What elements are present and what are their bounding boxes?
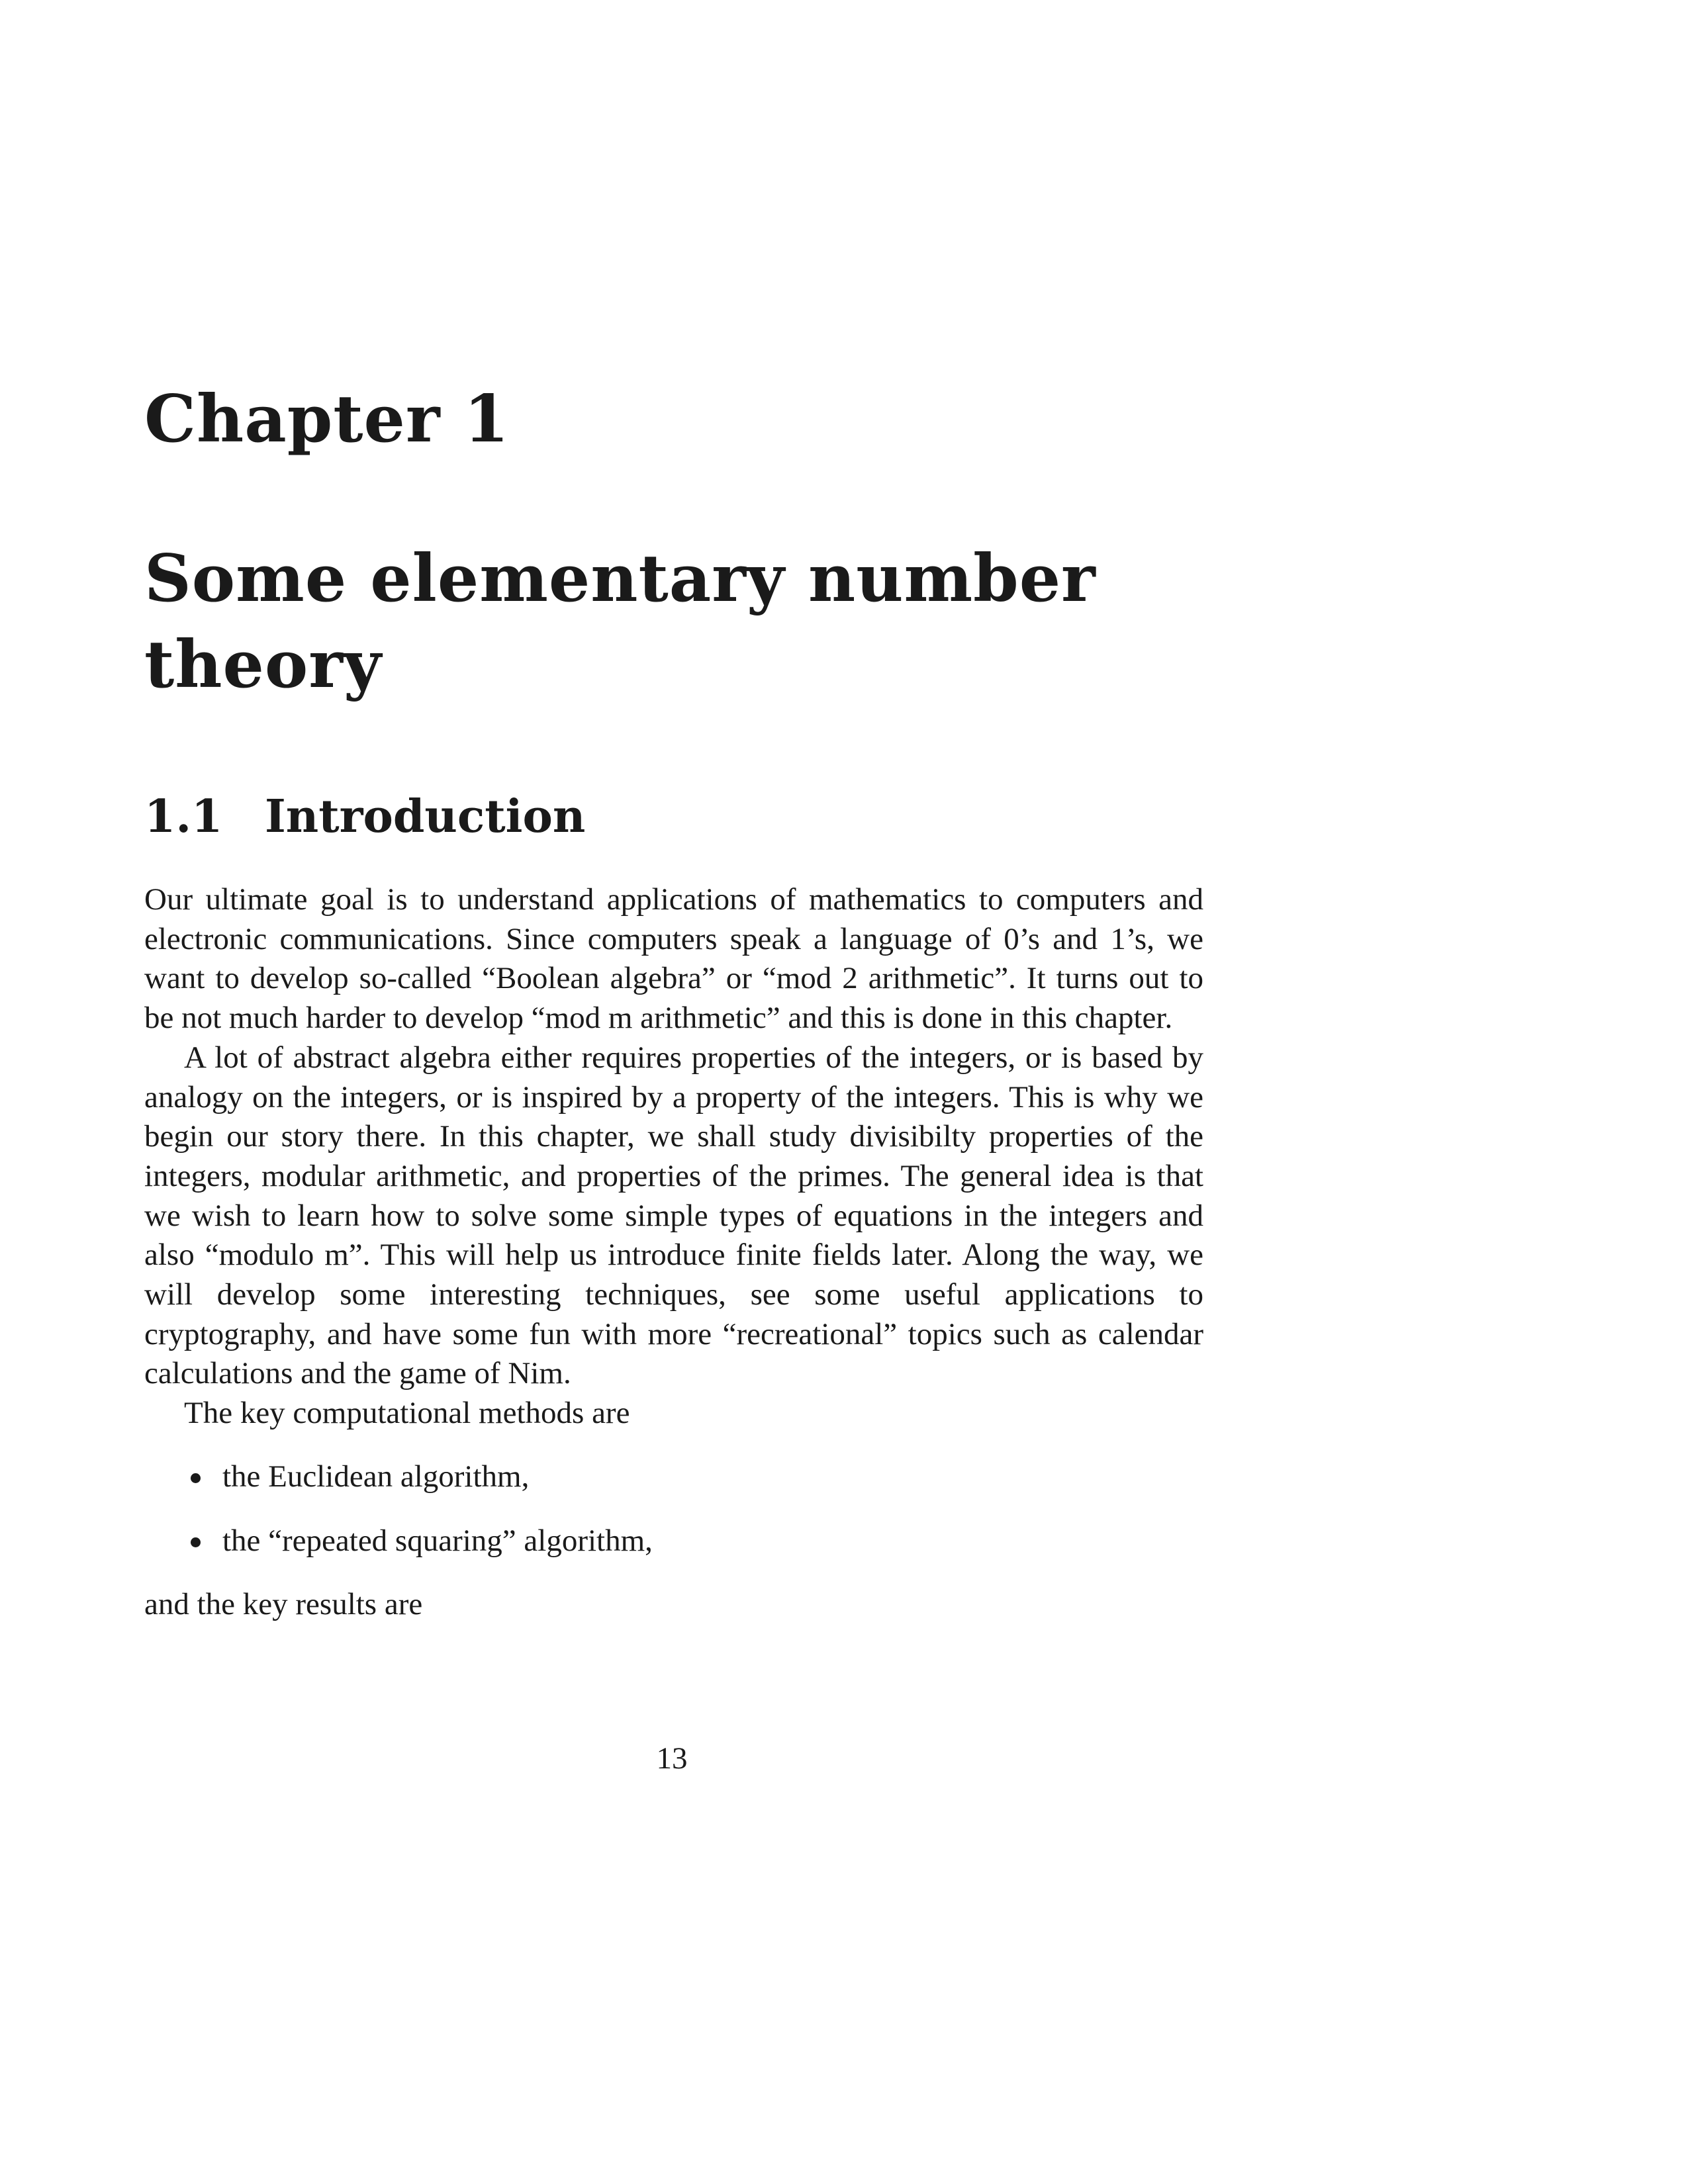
list-item-text: the Euclidean algorithm, [222,1459,530,1494]
list-item-text: the “repeated squaring” algorithm, [222,1523,653,1558]
body-text [144,880,1203,1625]
methods-list [144,1457,1203,1561]
intro-paragraph-3: The key computational methods are [184,1396,630,1431]
list-item [144,1522,1203,1561]
chapter-title: Some elementary number theory [144,541,1096,703]
intro-paragraph-2: A lot of abstract algebra either requires properties of the integers, or is based by analogy on the integers, or is inspired by a property of the integers. This is why we begin our story there. In this chapter, we shall study divisibilty properties of the integers, modular arithmetic, and properties of the primes. The general idea is that we wish to learn how to solve some simple types of equations in the integers and also “modulo m”. This will help us introduce finite fields later. Along the way, we will develop some interesting techniques, see some useful applications to cryptography, and have some fun with more “recreational” topics such as calendar calculations and the game of Nim. [144,1040,1203,1391]
after-list-text: and the key results are [144,1587,423,1622]
section-title: Introduction [265,790,586,843]
section-heading [144,790,586,843]
list-item [144,1457,1203,1497]
bullet-icon [191,1537,201,1547]
section-number: 1.1 [144,790,223,843]
page-number: 13 [656,1741,688,1776]
intro-paragraph-1: Our ultimate goal is to understand applications of mathematics to computers and electronic communications. Since computers speak a language of 0’s and 1’s, we want to develop so-called “Boolean algebra” or “mod 2 arithmetic”. It turns out to be not much harder to develop “mod m arithmetic” and this is done in this chapter. [144,882,1203,1036]
chapter-label: Chapter 1 [144,381,510,457]
bullet-icon [191,1473,201,1483]
